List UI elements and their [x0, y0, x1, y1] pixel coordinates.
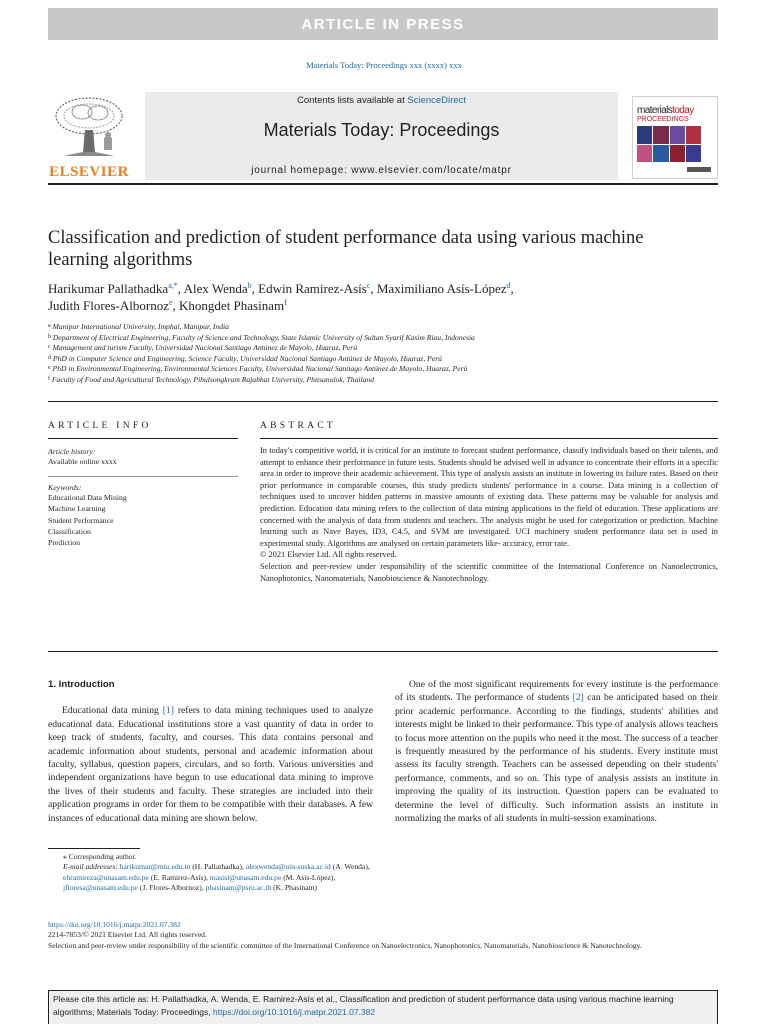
footnote-divider: [48, 848, 140, 849]
email-owner: (H. Pallathadka): [192, 862, 243, 872]
email-owner: (K. Phasinam): [273, 883, 318, 893]
affiliation-item: [48, 364, 718, 375]
keyword-item: Educational Data Mining: [48, 493, 127, 502]
cover-publisher-mark: [687, 167, 711, 172]
citation-doi-link[interactable]: https://doi.org/10.1016/j.matpr.2021.07.382: [213, 1007, 376, 1018]
cover-artwork: [637, 126, 701, 162]
article-history-value: Available online xxxx: [48, 457, 117, 466]
introduction-heading: 1. Introduction: [48, 679, 115, 690]
article-info-heading: ARTICLE INFO: [48, 421, 152, 431]
author-affiliation-marker[interactable]: c: [366, 281, 371, 290]
cover-subtitle: PROCEEDINGS: [637, 116, 689, 123]
article-imprint: [48, 920, 718, 951]
abstract-peer-review: Selection and peer-review under responsibility of the scientific committee of the International Conference on Nanoelectronics, Nanophotonics, Nanomaterials, Nanobioscience & Nanotechnology.: [260, 561, 718, 583]
email-link[interactable]: phasinam@psru.ac.th: [205, 883, 272, 893]
keyword-item: Machine Learning: [48, 504, 106, 514]
sciencedirect-link[interactable]: ScienceDirect: [407, 95, 466, 106]
affiliation-text: PhD in Environmental Engineering, Environmental Sciences Faculty, Universidad Nacional Santiago Antúnez de Mayolo, Huaraz, Perú: [52, 364, 468, 374]
author-affiliation-marker[interactable]: f: [284, 297, 287, 307]
affiliation-text: Manipur International University, Imphal, Manipur, India: [52, 322, 229, 331]
author-name[interactable]: Alex Wenda: [183, 281, 248, 296]
paragraph-text: can be anticipated based on their prior academic performance. According to the findings, students' abilities and interests might be linked to their performance. This type of analysis allows teachers to focus more attention on the pupils who need it the most. The success of a teacher is frequently measured by the performance of his students. Every institute must assess its faculty strength. Teachers can be assessed depending on their students' performance, comments, and so on. This type of analysis assists an institute in improving the quality of its instruction. Question papers can be evaluated to determine the level of difficulty. Such information assists an institute in normalizing the marks of all students in multi-session examinations.: [395, 692, 718, 825]
email-owner: (J. Flores-Albornoz): [139, 883, 202, 893]
article-history-divider: [48, 476, 238, 477]
email-owner: (E. Ramirez-Asís): [150, 872, 206, 882]
elsevier-logo[interactable]: [48, 94, 130, 180]
affiliation-marker: c: [48, 344, 51, 351]
affiliation-marker: f: [48, 375, 50, 382]
affiliation-item: [48, 343, 718, 354]
journal-cover-thumbnail[interactable]: [632, 96, 718, 179]
author-affiliation-marker[interactable]: e: [168, 297, 173, 307]
paragraph-text: One of the most significant requirements for every institute is the performance of its students. The performance of students: [395, 679, 718, 704]
paragraph-text: refers to data mining techniques used to analyze educational data. Educational institutions store a vast quantity of data in order to keep track of students, faculty, and courses. This data contains personal and academic information about students, personal and academic information about faculty, syllabus, question papers, circulars, and so forth. Various universities and independent organizations have begun to use educational data mining to improve the lives of their students and faculty. These strategies are included into their application programs in order for them to be compatible with their databases. A few instances of educational data mining are shown below.: [48, 705, 373, 824]
affiliation-text: PhD in Computer Science and Engineering, Science Faculty, Universidad Nacional Santiago Antúnez de Mayolo, Huaraz, Perú: [52, 353, 442, 363]
elsevier-wordmark: ELSEVIER: [49, 164, 129, 180]
author-affiliation-marker[interactable]: d: [506, 281, 511, 290]
author-affiliation-marker[interactable]: b: [247, 281, 252, 290]
abstract-copyright: © 2021 Elsevier Ltd. All rights reserved.: [260, 550, 397, 560]
affiliation-list: [48, 322, 718, 386]
article-in-press-banner: ARTICLE IN PRESS: [48, 8, 718, 40]
reference-link[interactable]: [1]: [162, 705, 174, 717]
affiliation-text: Faculty of Food and Agricultural Technology, Pibulsongkram Rajabhat University, Phitsanulok, Thailand: [51, 374, 374, 384]
affiliation-marker: a: [48, 323, 51, 329]
introduction-paragraph-2: [395, 678, 718, 825]
corresponding-author-note: ⁎ Corresponding author.: [63, 852, 137, 861]
author-name[interactable]: Maximiliano Asís-López: [376, 281, 507, 296]
doi-link[interactable]: https://doi.org/10.1016/j.matpr.2021.07.382: [48, 920, 181, 929]
cover-brand: [637, 105, 694, 116]
affiliation-item: [48, 322, 718, 333]
email-owner: (A. Wenda): [332, 862, 368, 872]
body-column-left: [48, 678, 373, 825]
abstract-divider: [260, 438, 718, 439]
author-name[interactable]: Harikumar Pallathadka: [48, 281, 169, 296]
cover-brand-part: materials: [637, 105, 673, 116]
abstract-text: In today's competitive world, it is critical for an institute to forecast student performance, classify individuals based on their talents, and attempt to enhance their performance in future tests. Students should be advised well in advance to concentrate their efforts in a specific area in order to improve their academic achievement. This type of analysis assists an institute in lowering its failure rates. Based on their prior performance in comparable courses, this study predicts students' performance in a course. Data mining is a collection of techniques used to uncover hidden patterns in massive amounts of existing data. These patterns may be valuable for analysis and prediction. Education data mining refers to the collection of data mining applications in the field of education. These applications are concerned with the analysis of data from students and teachers. The analysis might be used for categorization or prediction. Machine learning such as Nave Bayes, ID3, C4.5, and SVM are investigated. UCI machinery student performance data set is used in experimental study. Algorithms are analysed on certain parameters like- accuracy, error rate.: [260, 446, 718, 548]
email-link[interactable]: ehramireza@unasam.edu.pe: [63, 872, 149, 882]
journal-reference-link[interactable]: Materials Today: Proceedings xxx (xxxx) xxx: [306, 60, 462, 70]
article-history-label: Article history:: [48, 447, 96, 456]
contents-prefix: Contents lists available at: [297, 95, 405, 106]
citation-box: [48, 990, 718, 1024]
paragraph-text: Educational data mining: [62, 705, 163, 717]
article-title: Classification and prediction of student performance data using various machine learning algorithms: [48, 228, 644, 270]
journal-title: Materials Today: Proceedings: [263, 120, 500, 140]
journal-masthead: [48, 90, 718, 185]
keyword-item: Prediction: [48, 538, 81, 548]
abstract-body: [260, 445, 718, 584]
affiliation-marker: b: [48, 333, 51, 340]
footnotes: [48, 852, 383, 894]
journal-header-panel: [145, 92, 618, 180]
keyword-item: Classification: [48, 526, 91, 536]
affiliation-item: [48, 354, 718, 365]
affiliation-item: [48, 375, 718, 386]
introduction-paragraph-1: [48, 704, 373, 825]
issn-line: 2214-7853/© 2021 Elsevier Ltd. All rights reserved.: [48, 930, 207, 940]
tree-icon: [52, 94, 126, 158]
section-divider: [48, 401, 718, 402]
email-link[interactable]: masisl@unasam.edu.pe: [209, 872, 282, 882]
citation-text: Please cite this article as: H. Pallathadka, A. Wenda, E. Ramirez-Asís et al., Classification and prediction of student performance data using various machine learning algorithms, Materials Today: Proceedings,: [53, 994, 674, 1018]
affiliation-item: [48, 333, 718, 344]
email-label: E-mail addresses:: [63, 862, 118, 872]
author-list: Harikumar Pallathadka$^{a,*}$, Alex Wenda$^b$, Edwin Ramirez-Asís$^c$, Maximiliano Asís-López$^d$, Judith Flores-Albornoz$^e$, Khongdet Phasinam$^f$: [48, 281, 514, 313]
article-info-divider: [48, 438, 238, 439]
affiliation-text: Management and turism Faculty, Universidad Nacional Santiago Antúnez de Mayolo, Huaraz, Perú: [52, 343, 357, 353]
keywords-list: [48, 492, 238, 548]
email-owner: (M. Asís-López): [283, 872, 334, 882]
imprint-peer-review: Selection and peer-review under responsibility of the scientific committee of the International Conference on Nanoelectronics, Nanophotonics, Nanomaterials, Nanobioscience & Nanotechnology.: [48, 940, 642, 950]
email-link[interactable]: jfloresa@unasam.edu.pe: [63, 883, 138, 893]
author-name[interactable]: Edwin Ramirez-Asís: [258, 281, 367, 296]
abstract-heading: ABSTRACT: [260, 421, 337, 431]
affiliation-text: Department of Electrical Engineering, Faculty of Science and Technology, State Islamic University of Sultan Syarif Kasim Riau, Indonesia: [52, 332, 475, 342]
email-link[interactable]: alexwenda@uin-suska.ac.id: [245, 862, 331, 872]
email-addresses: E-mail addresses: harikumar@miu.edu.in (H. Pallathadka), alexwenda@uin-suska.ac.id (A. Wenda), ehramireza@unasam.edu.pe (E. Ramirez-Asís), masisl@unasam.edu.pe (M. Asís-López), jfloresa@unasam.edu.pe (J. Flores-Albornoz), phasinam@psru.ac.th (K. Phasinam): [63, 862, 370, 893]
author-affiliation-marker[interactable]: a,*: [168, 281, 178, 290]
reference-link[interactable]: [2]: [572, 692, 584, 704]
affiliation-marker: d: [48, 354, 51, 361]
email-link[interactable]: harikumar@miu.edu.in: [119, 862, 191, 872]
contents-available-line: [145, 95, 618, 106]
journal-homepage-link[interactable]: journal homepage: www.elsevier.com/locate/matpr: [251, 165, 512, 176]
keyword-item: Student Performance: [48, 515, 114, 525]
body-column-right: [395, 678, 718, 825]
author-name[interactable]: Judith Flores-Albornoz: [48, 297, 169, 313]
cover-brand-accent: today: [672, 105, 694, 116]
author-name[interactable]: Khongdet Phasinam: [179, 297, 285, 313]
keywords-label: Keywords:: [48, 483, 82, 492]
affiliation-marker: e: [48, 365, 51, 372]
abstract-end-divider: [48, 651, 718, 652]
